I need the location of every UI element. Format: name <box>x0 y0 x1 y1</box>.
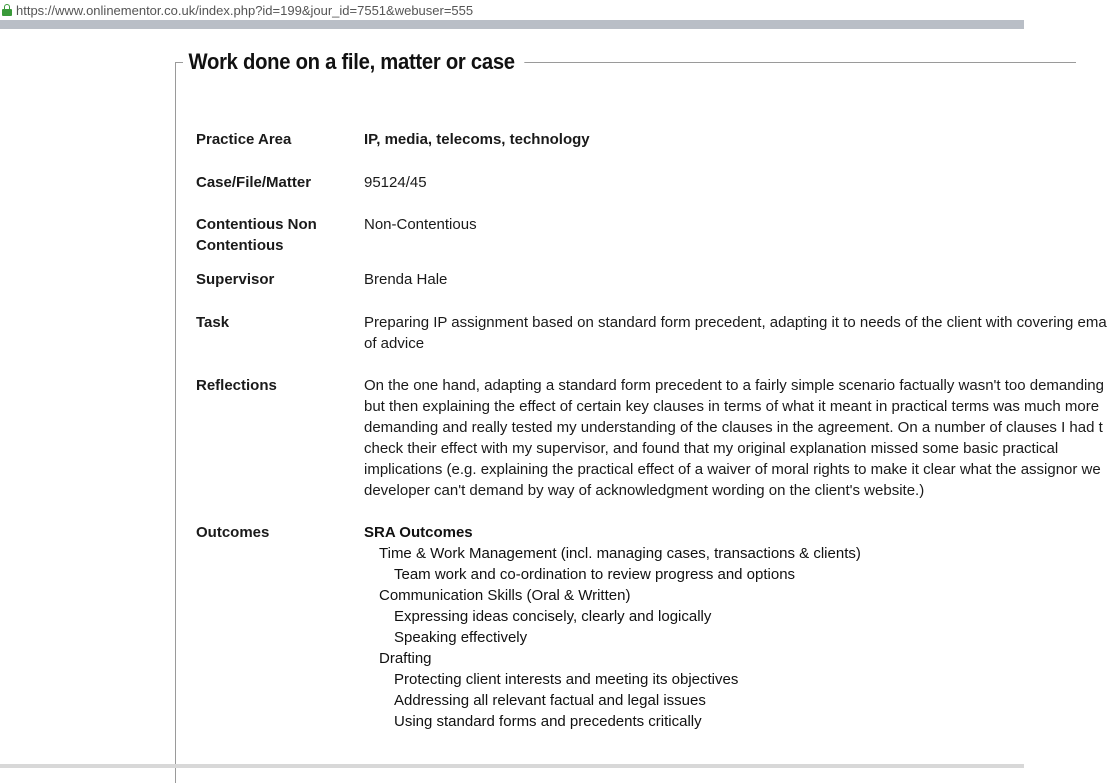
outcome-item: Using standard forms and precedents critically <box>394 713 702 730</box>
outcome-item: Protecting client interests and meeting its objectives <box>394 671 739 688</box>
reflections-line: but then explaining the effect of certain key clauses in terms of what it meant in practical terms was much more <box>364 398 1100 415</box>
outcome-item: Speaking effectively <box>394 629 528 646</box>
case-value: 95124/45 <box>364 174 427 191</box>
reflections-line: check their effect with my supervisor, and found that my original explanation missed some basic practical <box>364 440 1059 457</box>
supervisor-label: Supervisor <box>196 271 275 288</box>
reflections-line: developer can't demand by way of acknowledgment wording on the client's website.) <box>364 482 925 499</box>
supervisor-value: Brenda Hale <box>364 271 448 288</box>
bottom-scroll-area <box>0 764 1024 768</box>
address-bar[interactable] <box>0 0 1024 20</box>
url-text[interactable]: https://www.onlinementor.co.uk/index.php?id=199&jour_id=7551&webuser=555 <box>16 2 474 18</box>
outcome-item: Expressing ideas concisely, clearly and logically <box>394 608 712 625</box>
task-line: Preparing IP assignment based on standard form precedent, adapting it to needs of the client with covering ema <box>364 314 1107 331</box>
lock-icon <box>2 4 12 16</box>
contentious-label-line2: Contentious <box>196 237 284 254</box>
practice-area-label: Practice Area <box>196 131 292 148</box>
task-value <box>364 312 1107 354</box>
reflections-line: demanding and really tested my understanding of the clauses in the agreement. On a number of clauses I had t <box>364 419 1103 436</box>
reflections-value <box>364 375 1104 501</box>
reflections-label: Reflections <box>196 377 277 394</box>
practice-area-value: IP, media, telecoms, technology <box>364 131 590 148</box>
outcome-group: Drafting <box>379 650 432 667</box>
task-line: of advice <box>364 335 425 352</box>
contentious-value: Non-Contentious <box>364 216 477 233</box>
outcome-group: Time & Work Management (incl. managing cases, transactions & clients) <box>379 545 861 562</box>
outcomes-list <box>364 522 861 732</box>
reflections-line: implications (e.g. explaining the practical effect of a waiver of moral rights to make it clear what the assignor we <box>364 461 1101 478</box>
browser-toolbar-strip <box>0 20 1024 29</box>
contentious-label <box>196 214 356 256</box>
outcome-item: Addressing all relevant factual and legal issues <box>394 692 706 709</box>
task-label: Task <box>196 314 230 331</box>
outcome-item: Team work and co-ordination to review progress and options <box>394 566 796 583</box>
case-label: Case/File/Matter <box>196 174 312 191</box>
form-title: Work done on a file, matter or case <box>183 48 524 76</box>
contentious-label-line1: Contentious Non <box>196 216 317 233</box>
outcomes-label: Outcomes <box>196 524 270 541</box>
reflections-line: On the one hand, adapting a standard form precedent to a fairly simple scenario factually wasn't too demanding <box>364 377 1104 394</box>
outcomes-heading: SRA Outcomes <box>364 524 473 541</box>
outcome-group: Communication Skills (Oral & Written) <box>379 587 631 604</box>
